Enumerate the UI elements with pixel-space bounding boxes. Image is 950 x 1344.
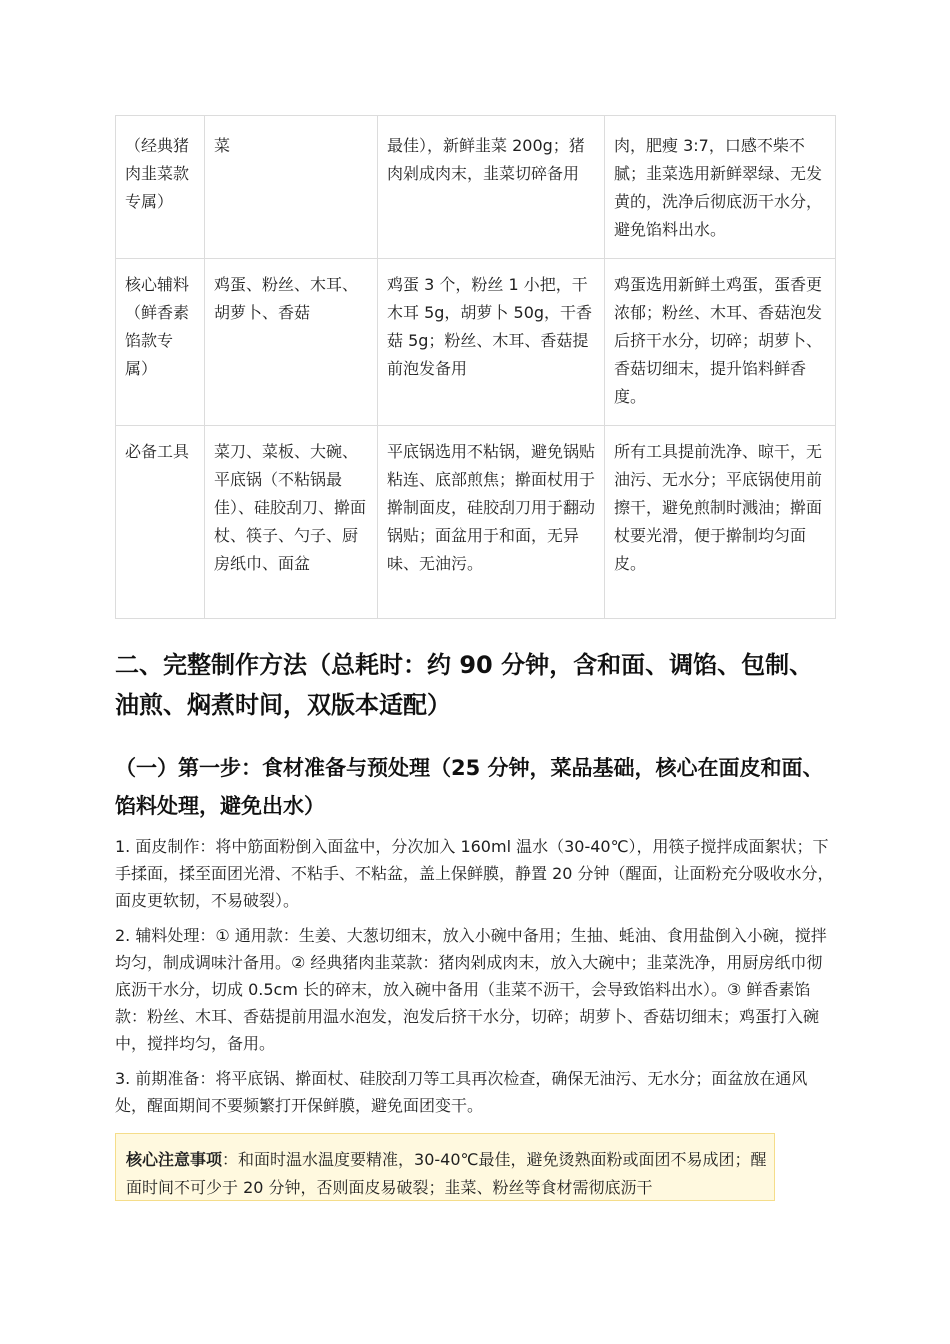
table-row bbox=[116, 116, 836, 259]
step-paragraph: 2. 辅料处理：① 通用款：生姜、大葱切细末，放入小碗中备用；生抽、蚝油、食用盐倒入小碗，搅拌均匀，制成调味汁备用。② 经典猪肉韭菜款：猪肉剁成肉末，放入大碗中；韭菜洗净，用厨房纸巾彻底沥干水分，切成 0.5cm 长的碎末，放入碗中备用（韭菜不沥干，会导致馅料出水）。③ 鲜香素馅款：粉丝、木耳、香菇提前用温水泡发，泡发后挤干水分，切碎；胡萝卜、香菇切细末；鸡蛋打入碗中，搅拌均匀，备用。 bbox=[115, 926, 827, 1053]
document-page bbox=[115, 115, 835, 1201]
note-title: 核心注意事项 bbox=[126, 1150, 223, 1169]
row-items-cell: 菜 bbox=[205, 116, 378, 259]
note-text: ：和面时温水温度要精准，30-40℃最佳，避免烫熟面粉或面团不易成团；醒面时间不可少于 20 分钟，否则面皮易破裂；韭菜、粉丝等食材需彻底沥干 bbox=[126, 1150, 767, 1197]
section-heading: 二、完整制作方法（总耗时：约 90 分钟，含和面、调馅、包制、油煎、焖煮时间，双版本适配） bbox=[115, 651, 814, 719]
row-amount-cell: 平底锅选用不粘锅，避免锅贴粘连、底部煎焦；擀面杖用于擀制面皮，硅胶刮刀用于翻动锅贴；面盆用于和面，无异味、无油污。 bbox=[378, 426, 605, 619]
row-amount-cell: 最佳），新鲜韭菜 200g；猪肉剁成肉末，韭菜切碎备用 bbox=[378, 116, 605, 259]
row-amount-cell: 鸡蛋 3 个，粉丝 1 小把，干木耳 5g，胡萝卜 50g，干香菇 5g；粉丝、木耳、香菇提前泡发备用 bbox=[378, 259, 605, 426]
ingredients-table bbox=[115, 115, 836, 619]
row-notes-cell: 肉，肥瘦 3:7，口感不柴不腻；韭菜选用新鲜翠绿、无发黄的，洗净后彻底沥干水分，避免馅料出水。 bbox=[605, 116, 836, 259]
step-paragraph: 3. 前期准备：将平底锅、擀面杖、硅胶刮刀等工具再次检查，确保无油污、无水分；面盆放在通风处，醒面期间不要频繁打开保鲜膜，避免面团变干。 bbox=[115, 1069, 808, 1115]
row-items-cell: 鸡蛋、粉丝、木耳、胡萝卜、香菇 bbox=[205, 259, 378, 426]
note-callout bbox=[115, 1133, 775, 1201]
table-row bbox=[116, 426, 836, 619]
table-row bbox=[116, 259, 836, 426]
row-notes-cell: 鸡蛋选用新鲜土鸡蛋，蛋香更浓郁；粉丝、木耳、香菇泡发后挤干水分，切碎；胡萝卜、香菇切细末，提升馅料鲜香度。 bbox=[605, 259, 836, 426]
row-notes-cell: 所有工具提前洗净、晾干，无油污、无水分；平底锅使用前擦干，避免煎制时溅油；擀面杖要光滑，便于擀制均匀面皮。 bbox=[605, 426, 836, 619]
row-name-cell: 必备工具 bbox=[116, 426, 205, 619]
step-paragraph: 1. 面皮制作：将中筋面粉倒入面盆中，分次加入 160ml 温水（30-40℃），用筷子搅拌成面絮状；下手揉面，揉至面团光滑、不粘手、不粘盆，盖上保鲜膜，静置 20 分钟（醒面，让面粉充分吸收水分，面皮更软韧，不易破裂）。 bbox=[115, 837, 834, 910]
row-name-cell: 核心辅料（鲜香素馅款专属） bbox=[116, 259, 205, 426]
row-name-cell: （经典猪肉韭菜款专属） bbox=[116, 116, 205, 259]
subsection-heading: （一）第一步：食材准备与预处理（25 分钟，菜品基础，核心在面皮和面、馅料处理，避免出水） bbox=[115, 756, 824, 818]
row-items-cell: 菜刀、菜板、大碗、平底锅（不粘锅最佳）、硅胶刮刀、擀面杖、筷子、勺子、厨房纸巾、面盆 bbox=[205, 426, 378, 619]
